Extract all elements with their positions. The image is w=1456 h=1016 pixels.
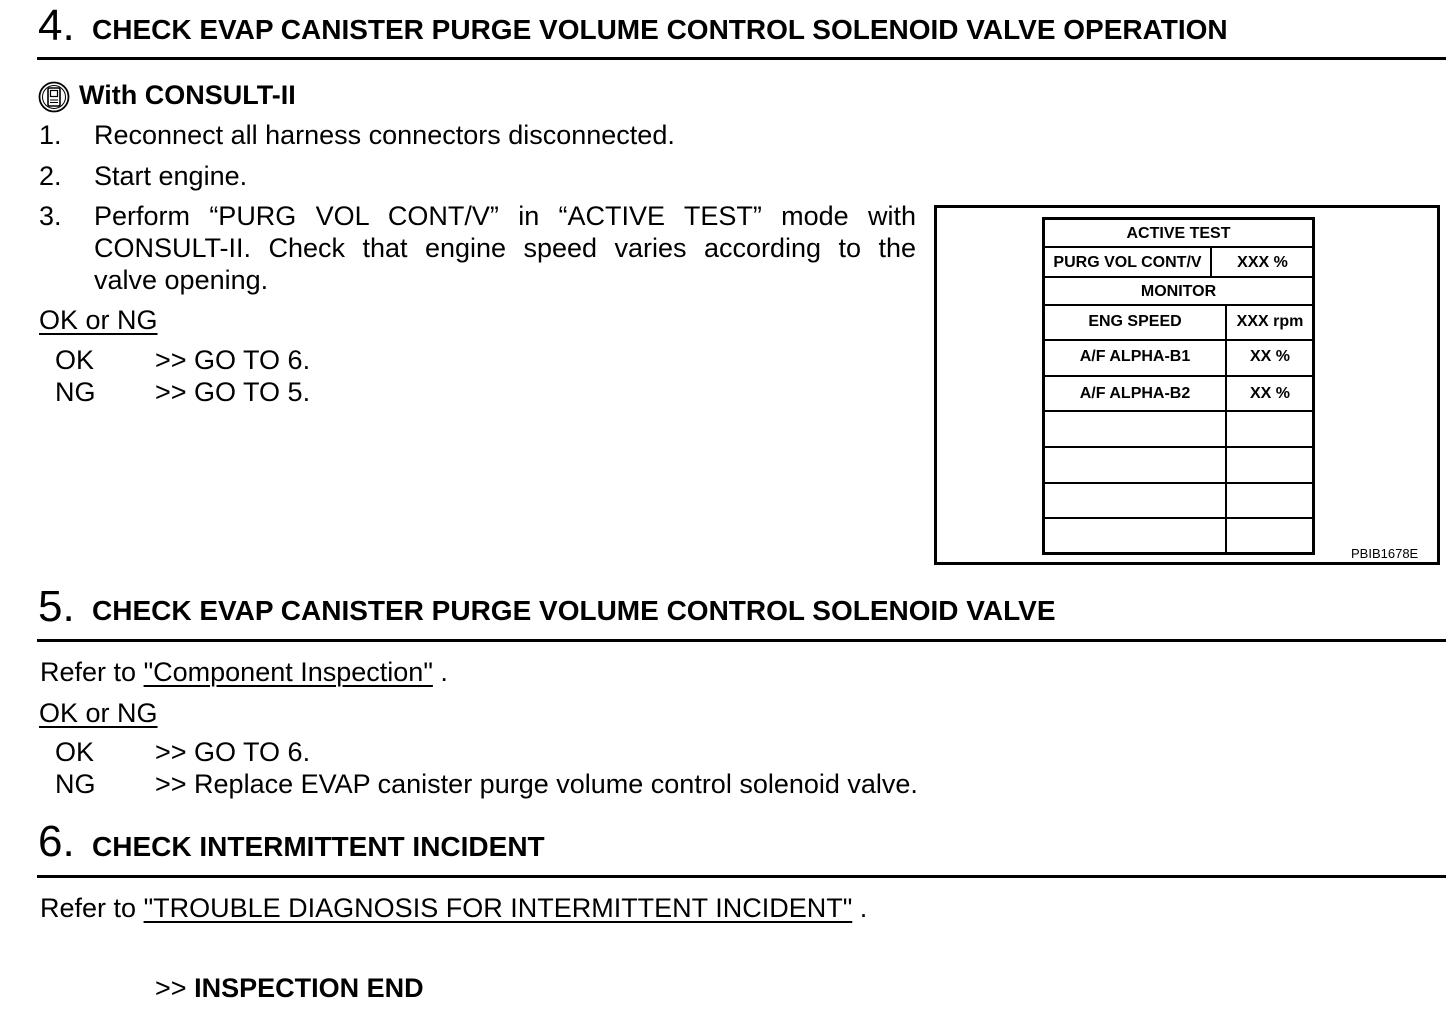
component-inspection-link[interactable]: "Component Inspection"	[143, 657, 433, 687]
active-test-label: ACTIVE TEST	[1126, 225, 1231, 242]
monitor-row-label: A/F ALPHA-B2	[1079, 385, 1191, 402]
consult-heading: With CONSULT-II	[79, 80, 296, 110]
table-divider	[1042, 304, 1315, 306]
list-item-text: Reconnect all harness connectors disconnected.	[94, 120, 675, 150]
list-item-text-line: CONSULT-II. Check that engine speed varies according to the	[94, 233, 916, 263]
purg-vol-value: XXX %	[1237, 254, 1288, 271]
result-label-ng: NG	[55, 769, 96, 799]
table-divider	[1042, 375, 1315, 377]
result-action-ok[interactable]: >> GO TO 6.	[155, 345, 311, 375]
step-6-number: 6.	[38, 817, 75, 866]
monitor-label: MONITOR	[1140, 283, 1217, 300]
inspection-end-label: INSPECTION END	[194, 973, 424, 1003]
list-item-text-line: valve opening.	[94, 265, 269, 295]
table-divider	[1042, 410, 1315, 412]
inspection-end-arrows: >>	[155, 973, 187, 1003]
monitor-row-value: XX %	[1249, 348, 1290, 365]
step-4-divider	[37, 57, 1446, 60]
purg-vol-label: PURG VOL CONT/V	[1053, 254, 1202, 271]
intermittent-incident-link[interactable]: "TROUBLE DIAGNOSIS FOR INTERMITTENT INCIDENT"	[143, 893, 853, 923]
result-label-ok: OK	[55, 737, 95, 767]
step-5-divider	[37, 639, 1446, 642]
ok-ng-label: OK or NG	[39, 305, 158, 335]
table-column-divider	[1225, 304, 1227, 555]
step-6-title: CHECK INTERMITTENT INCIDENT	[92, 831, 545, 862]
refer-suffix: .	[440, 657, 448, 687]
refer-prefix: Refer to	[40, 893, 137, 923]
list-item-number: 1.	[39, 120, 62, 150]
monitor-row-label: A/F ALPHA-B1	[1079, 348, 1191, 365]
figure-code: PBIB1678E	[1351, 546, 1419, 561]
table-divider	[1042, 339, 1315, 341]
list-item-text: Start engine.	[94, 161, 248, 191]
refer-prefix: Refer to	[40, 657, 137, 687]
table-divider	[1042, 276, 1315, 278]
step-4-title: CHECK EVAP CANISTER PURGE VOLUME CONTROL SOLENOID VALVE OPERATION	[92, 14, 1228, 45]
list-item-number: 2.	[39, 161, 62, 191]
step-6-divider	[37, 875, 1446, 878]
list-item-number: 3.	[39, 201, 62, 231]
result-label-ok: OK	[55, 345, 95, 375]
refer-suffix: .	[859, 893, 868, 923]
monitor-row-label: ENG SPEED	[1088, 313, 1182, 330]
refer-line	[40, 892, 867, 924]
list-item-text-line: Perform “PURG VOL CONT/V” in “ACTIVE TEST” mode with	[94, 201, 916, 231]
refer-line	[40, 656, 448, 688]
step-5-number: 5.	[38, 582, 75, 631]
inspection-end	[155, 972, 424, 1004]
monitor-row-value: XX %	[1249, 385, 1290, 402]
monitor-row-value: XXX rpm	[1236, 313, 1304, 330]
table-divider	[1042, 482, 1315, 484]
table-divider	[1042, 246, 1315, 248]
result-action-ng[interactable]: >> GO TO 5.	[155, 377, 311, 407]
result-action-ok[interactable]: >> GO TO 6.	[155, 737, 311, 767]
table-divider	[1042, 446, 1315, 448]
step-5-title: CHECK EVAP CANISTER PURGE VOLUME CONTROL SOLENOID VALVE	[92, 595, 1056, 626]
ok-ng-label: OK or NG	[39, 698, 158, 728]
result-label-ng: NG	[55, 377, 96, 407]
consult-icon	[38, 81, 70, 113]
step-4-number: 4.	[38, 1, 75, 50]
result-action-ng: >> Replace EVAP canister purge volume control solenoid valve.	[155, 769, 918, 799]
table-divider	[1042, 517, 1315, 519]
